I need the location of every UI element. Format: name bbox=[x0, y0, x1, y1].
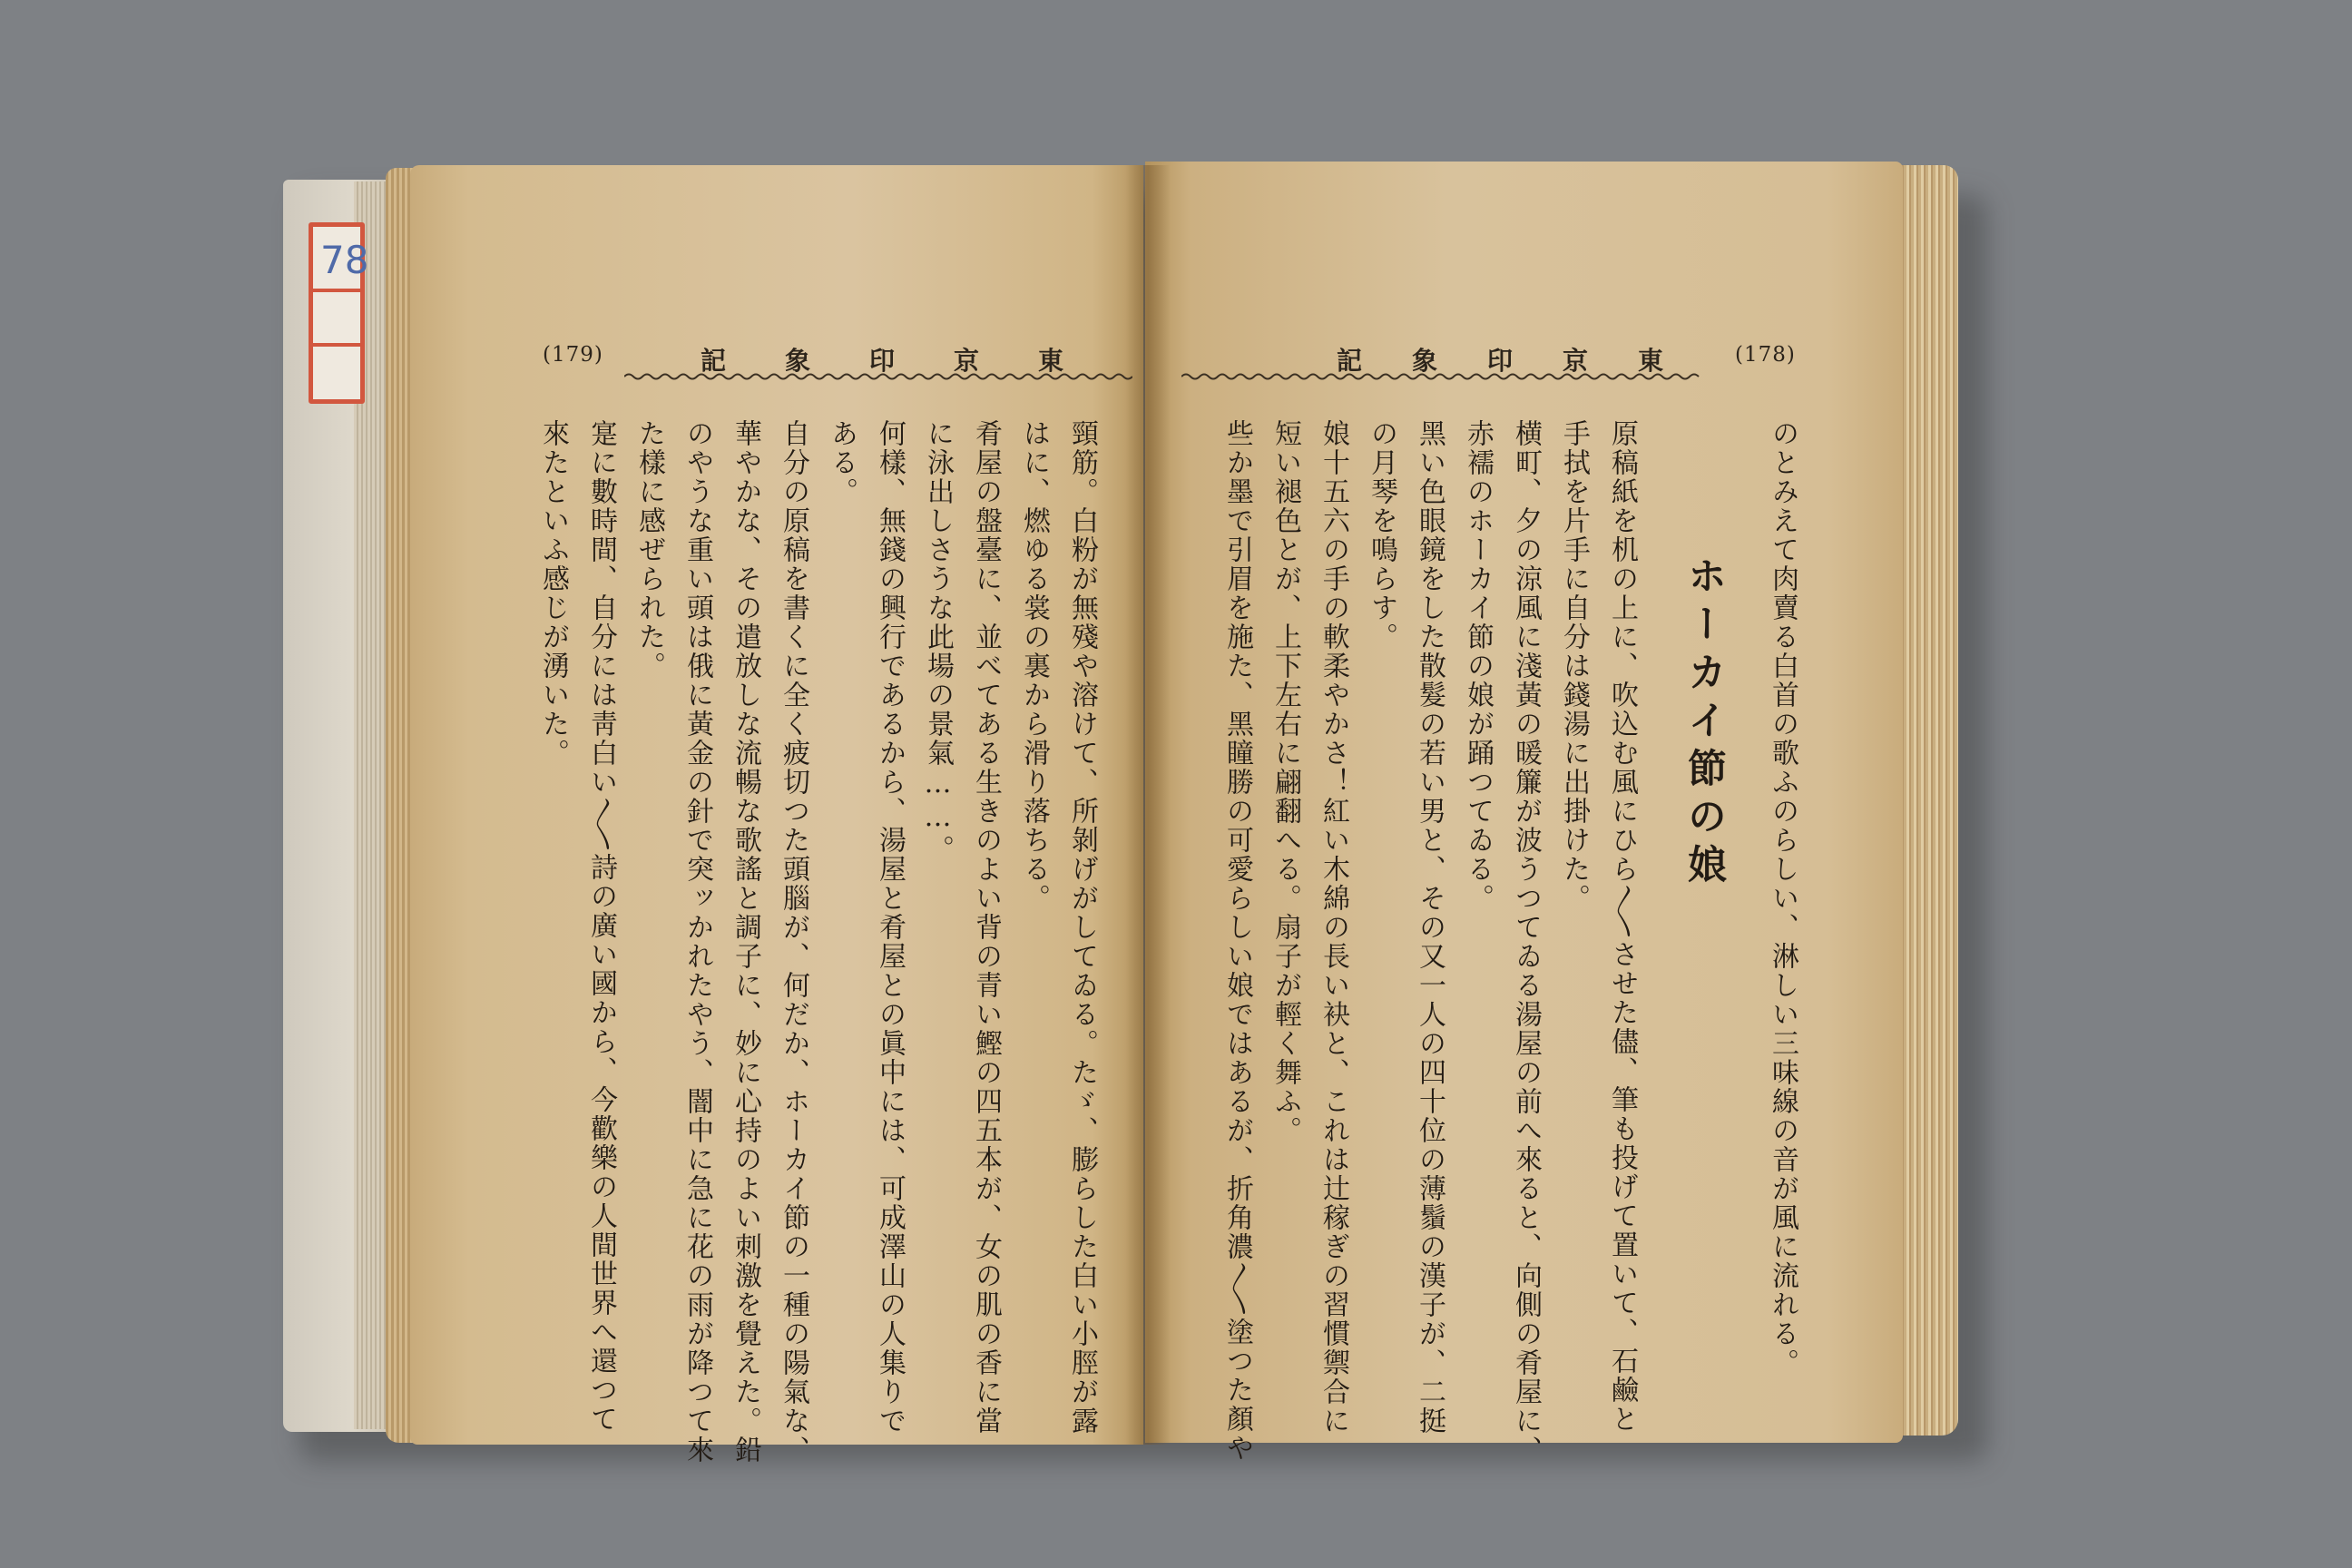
library-label bbox=[309, 222, 369, 404]
right-text-column: の月琴を鳴らす。 bbox=[1366, 419, 1397, 652]
left-text-column: 寔に數時間、自分には靑白い〳〵詩の廣い國から、今歡樂の人間世界へ還つて bbox=[585, 419, 617, 1434]
right-text-column: 黑い色眼鏡をした散髮の若い男と、その又一人の四十位の薄鬚の漢子が、二挺 bbox=[1414, 419, 1446, 1436]
right-text-column: のとみえて肉賣る白首の歌ふのらしい、淋しい三味線の音が風に流れる。 bbox=[1767, 419, 1798, 1377]
right-text-column: 娘十五六の手の軟柔やかさ！紅い木綿の長い袂と、これは辻稼ぎの習慣禦合に bbox=[1318, 419, 1349, 1436]
right-text-column: 赤襦のホーカイ節の娘が踊つてゐる。 bbox=[1462, 419, 1494, 913]
library-label-number: 78 bbox=[320, 238, 369, 282]
right-page-number: (178) bbox=[1735, 343, 1796, 367]
right-running-head: 記 象 印 京 東 bbox=[1337, 346, 1663, 376]
right-text-column: 些か墨で引眉を施た、黑瞳勝の可愛らしい娘ではあるが、折角濃〳〵塗つた顏や bbox=[1221, 419, 1253, 1463]
left-text-column: 肴屋の盤臺に、並べてある生きのよい背の青い鰹の四五本が、女の肌の香に當 bbox=[970, 419, 1002, 1436]
left-text-column: はに、燃ゆる裳の裏から滑り落ちる。 bbox=[1018, 419, 1050, 913]
right-text-column: 手拭を片手に自分は錢湯に出掛けた。 bbox=[1558, 419, 1590, 913]
left-text-column: 頸筋。白粉が無殘や溶けて、所剝げがしてゐる。たゞ、膨らした白い小脛が露 bbox=[1066, 419, 1098, 1436]
page-stack-right bbox=[1896, 165, 1958, 1436]
book-gutter bbox=[1125, 165, 1171, 1445]
left-header-rule bbox=[624, 372, 1132, 381]
left-text-column: 自分の原稿を書くに全く疲切つた頭腦が、何だか、ホーカイ節の一種の陽氣な、 bbox=[778, 419, 809, 1465]
right-text-column: 原稿紙を机の上に、吹込む風にひら〳〵させた儘、筆も投げて置いて、石鹼と bbox=[1606, 419, 1638, 1434]
left-text-column: のやうな重い頭は俄に黃金の針で突ッかれたやう、闇中に急に花の雨が降つて來 bbox=[681, 419, 713, 1465]
left-text-column: ある。 bbox=[826, 419, 858, 506]
right-header-rule bbox=[1181, 372, 1703, 381]
right-text-column: 短い褪色とが、上下左右に翩翻へる。扇子が輕く舞ふ。 bbox=[1269, 419, 1301, 1145]
left-text-column: 華やかな、その遣放しな流暢な歌謠と調子に、妙に心持のよい刺激を覺えた。鉛 bbox=[730, 419, 761, 1465]
left-running-head: 記 象 印 京 東 bbox=[701, 346, 1063, 376]
right-text-column: 横町、夕の涼風に淺黃の暖簾が波うつてゐる湯屋の前へ來ると、向側の肴屋に、 bbox=[1510, 419, 1542, 1465]
left-text-column: に泳出しさうな此場の景氣……。 bbox=[922, 419, 954, 864]
left-text-column: 來たといふ感じが湧いた。 bbox=[537, 419, 569, 768]
left-text-column: た樣に感ぜられた。 bbox=[633, 419, 665, 681]
section-title: ホーカイ節の娘 bbox=[1681, 555, 1727, 892]
left-page-number: (179) bbox=[543, 343, 603, 367]
left-text-column: 何樣、無錢の興行であるから、湯屋と肴屋との眞中には、可成澤山の人集りで bbox=[874, 419, 906, 1436]
